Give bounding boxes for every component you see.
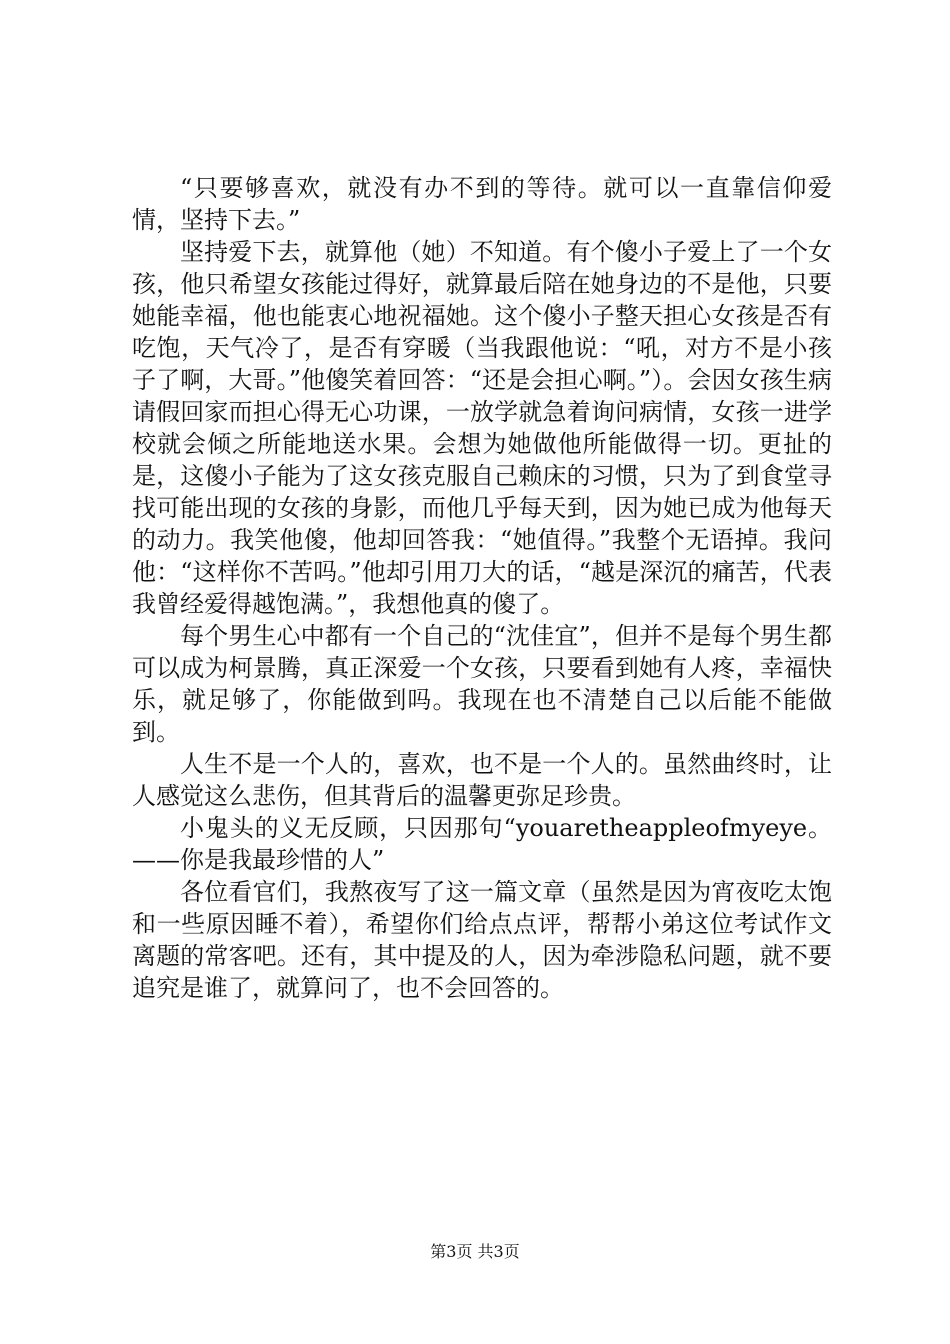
paragraph-5: 小鬼头的义无反顾，只因那句“youaretheappleofmyeye。——你是我最珍惜的人” bbox=[132, 814, 832, 874]
page-footer: 第3页 共3页 bbox=[430, 1242, 520, 1261]
paragraph-2: 坚持爱下去，就算他（她）不知道。有个傻小子爱上了一个女孩，他只希望女孩能过得好，就算最后陪在她身边的不是他，只要她能幸福，他也能衷心地祝福她。这个傻小子整天担心女孩是否有吃饱，天气冷了，是否有穿暖（当我跟他说：“吼，对方不是小孩子了啊，大哥。”他傻笑着回答：“还是会担心啊。”）。会因女孩生病请假回家而担心得无心功课，一放学就急着询问病情，女孩一进学校就会倾之所能地送水果。会想为她做他所能做得一切。更扯的是，这傻小子能为了这女孩克服自己赖床的习惯，只为了到食堂寻找可能出现的女孩的身影，而他几乎每天到，因为她已成为他每天的动力。我笑他傻，他却回答我：“她值得。”我整个无语掉。我问他：“这样你不苦吗。”他却引用刀大的话，“越是深沉的痛苦，代表我曾经爱得越饱满。”，我想他真的傻了。 bbox=[132, 238, 832, 618]
paragraph-3: 每个男生心中都有一个自己的“沈佳宜”，但并不是每个男生都可以成为柯景腾，真正深爱一个女孩，只要看到她有人疼，幸福快乐，就足够了，你能做到吗。我现在也不清楚自己以后能不能做到。 bbox=[132, 622, 832, 746]
paragraph-6: 各位看官们，我熬夜写了这一篇文章（虽然是因为宵夜吃太饱和一些原因睡不着），希望你们给点点评，帮帮小弟这位考试作文离题的常客吧。还有，其中提及的人，因为牵涉隐私问题，就不要追究是谁了，就算问了，也不会回答的。 bbox=[132, 878, 832, 1002]
paragraph-1: “只要够喜欢，就没有办不到的等待。就可以一直靠信仰爱情，坚持下去。” bbox=[132, 174, 832, 234]
paragraph-4: 人生不是一个人的，喜欢，也不是一个人的。虽然曲终时，让人感觉这么悲伤，但其背后的温馨更弥足珍贵。 bbox=[132, 750, 832, 810]
article-body bbox=[132, 172, 832, 1004]
